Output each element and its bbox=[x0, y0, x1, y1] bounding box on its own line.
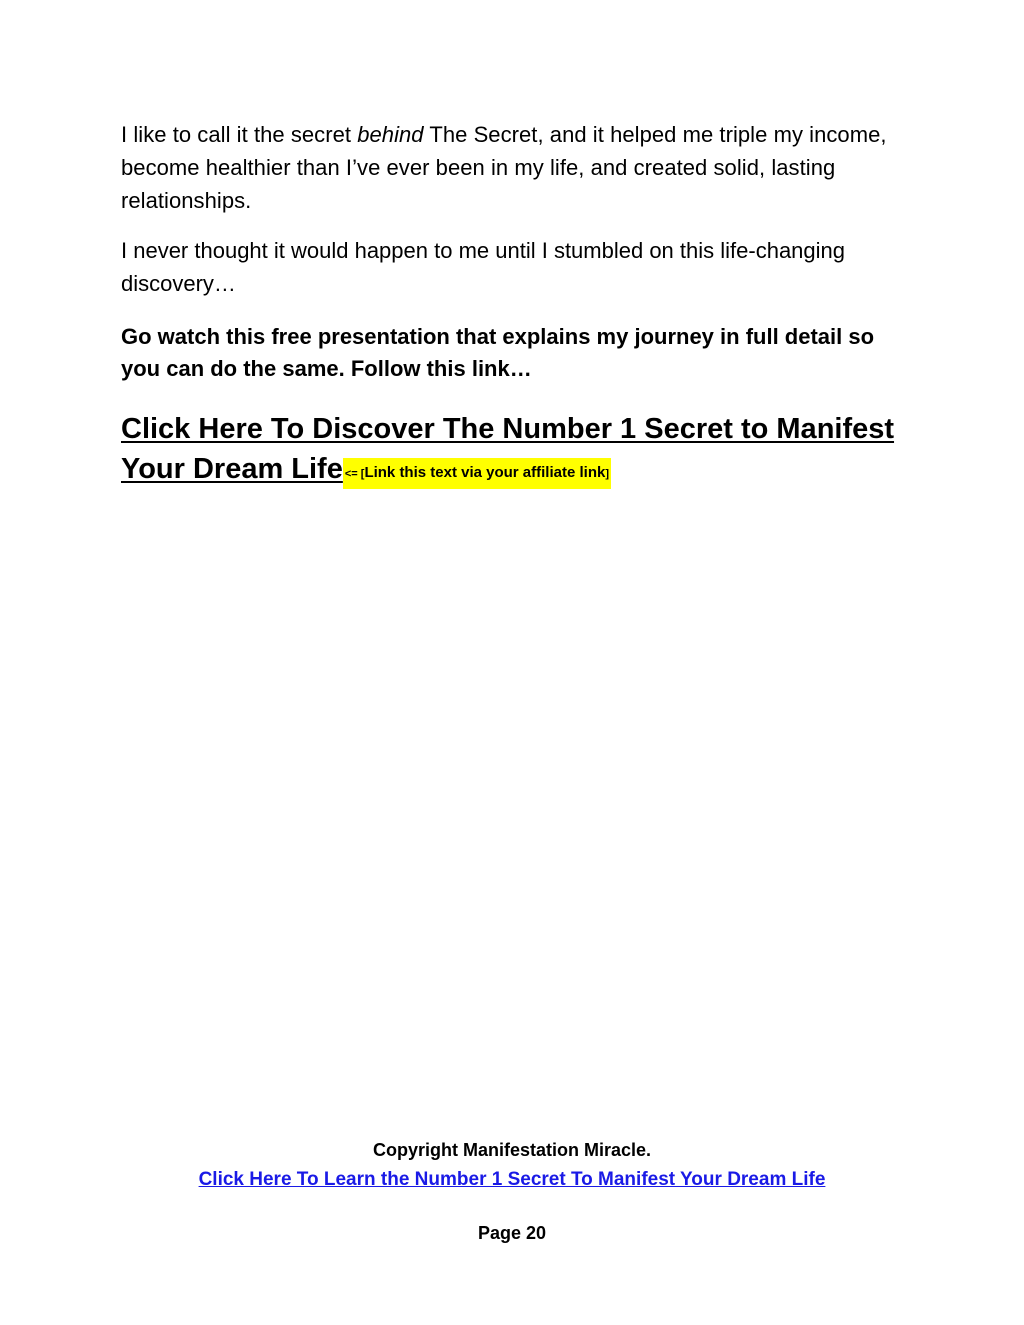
footer-link[interactable]: Click Here To Learn the Number 1 Secret To Manifest Your Dream Life bbox=[198, 1169, 826, 1190]
intro-text-end: The Secret, and it helped me triple my income, become healthier than I’ve ever been in my life, and created solid, lasting relationships. bbox=[121, 122, 887, 213]
copyright-notice: Copyright Manifestation Miracle. bbox=[372, 1140, 652, 1160]
discovery-paragraph: I never thought it would happen to me until I stumbled on this life-changing discovery… bbox=[121, 238, 846, 296]
intro-paragraph bbox=[121, 118, 911, 217]
cta-block bbox=[121, 409, 911, 489]
affiliate-note-text: Link this text via your affiliate link bbox=[364, 464, 606, 481]
affiliate-note-prefix: <= [ bbox=[344, 468, 365, 480]
intro-emphasis: behind bbox=[357, 122, 424, 147]
affiliate-note-suffix: ] bbox=[605, 468, 610, 480]
footer-link-container bbox=[0, 1168, 1024, 1192]
page-body bbox=[121, 118, 911, 489]
affiliate-note-highlight bbox=[343, 458, 611, 489]
page-number: Page 20 bbox=[477, 1223, 547, 1243]
cta-link[interactable]: Click Here To Discover The Number 1 Secret to Manifest Your Dream Life bbox=[121, 413, 895, 485]
intro-text-start: I like to call it the secret bbox=[121, 122, 358, 147]
call-to-action-paragraph: Go watch this free presentation that explains my journey in full detail so you can do the same. Follow this link… bbox=[121, 324, 875, 381]
